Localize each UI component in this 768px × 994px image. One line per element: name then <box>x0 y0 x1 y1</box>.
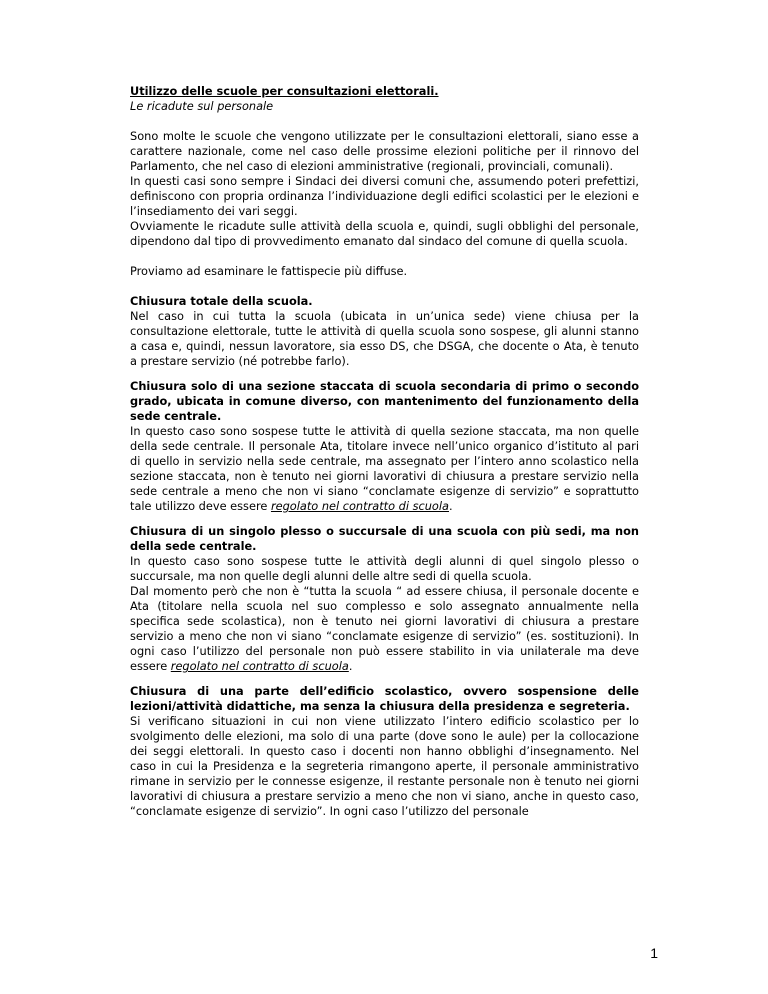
contract-link-1[interactable]: regolato nel contratto di scuola <box>270 499 449 513</box>
section-body-3b-text: Dal momento però che non è “tutta la scuola “ ad essere chiusa, il personale docente e Ata (titolare nella scuola nel suo complesso e solo assegnato annualmente nella specifica sede scolastica), non è tenuto nei giorni lavorativi di chiusura a prestare servizio a meno che non vi siano “conclamate esigenze di servizio” (es. sostituzioni). In ogni caso l’utilizzo del personale non può essere stabilito in via unilaterale ma deve essere <box>130 584 639 673</box>
intro-paragraph-2: In questi casi sono sempre i Sindaci dei diversi comuni che, assumendo poteri prefettizi, definiscono con propria ordinanza l’individuazione degli edifici scolastici per le elezioni e l’insediamento dei vari seggi. <box>130 174 639 218</box>
intro-paragraph-3: Ovviamente le ricadute sulle attività della scuola e, quindi, sugli obblighi del personale, dipendono dal tipo di provvedimento emanato dal sindaco del comune di quella scuola. <box>130 219 639 248</box>
section-heading-2: Chiusura solo di una sezione staccata di scuola secondaria di primo o secondo grado, ubicata in comune diverso, con mantenimento del funzionamento della sede centrale. <box>130 379 639 423</box>
section-body-2-text: In questo caso sono sospese tutte le attività di quella sezione staccata, ma non quelle della sede centrale. Il personale Ata, titolare invece nell’unico organico d’istituto al pari di quello in servizio nella sede centrale, ma assegnato per l’intero anno scolastico nella sezione staccata, non è tenuto nei giorni lavorativi di chiusura a prestare servizio nella sede centrale a meno che non vi siano “conclamate esigenze di servizio” e soprattutto tale utilizzo deve essere <box>130 424 639 513</box>
lead-paragraph: Proviamo ad esaminare le fattispecie più diffuse. <box>130 264 408 278</box>
section-body-1: Nel caso in cui tutta la scuola (ubicata in un’unica sede) viene chiusa per la consultazione elettorale, tutte le attività di quella scuola sono sospese, gli alunni stanno a casa e, quindi, nessun lavoratore, sia esso DS, che DSGA, che docente o Ata, è tenuto a prestare servizio (né potrebbe farlo). <box>130 309 639 368</box>
section-heading-1: Chiusura totale della scuola. <box>130 294 313 308</box>
section-body-3a: In questo caso sono sospese tutte le attività degli alunni di quel singolo plesso o succursale, ma non quelle degli alunni delle altre sedi di quella scuola. <box>130 554 639 583</box>
section-body-3b-end: . <box>348 659 353 673</box>
document-title: Utilizzo delle scuole per consultazioni elettorali. <box>130 84 439 98</box>
section-heading-4: Chiusura di una parte dell’edificio scolastico, ovvero sospensione delle lezioni/attività didattiche, ma senza la chiusura della presidenza e segreteria. <box>130 684 639 713</box>
section-body-3b <box>130 584 639 674</box>
section-body-4: Si verificano situazioni in cui non viene utilizzato l’intero edificio scolastico per lo svolgimento delle elezioni, ma solo di una parte (dove sono le aule) per la collocazione dei seggi elettorali. In questo caso i docenti non hanno obblighi d’insegnamento. Nel caso in cui la Presidenza e la segreteria rimangono aperte, il personale amministrativo rimane in servizio per le connesse esigenze, il restante personale non è tenuto nei giorni lavorativi di chiusura a prestare servizio a meno che non vi siano, anche in questo caso, “conclamate esigenze di servizio”. In ogni caso l’utilizzo del personale <box>130 714 639 818</box>
page-number: 1 <box>650 945 658 961</box>
document-body <box>130 84 639 819</box>
section-body-2 <box>130 424 639 514</box>
document-subtitle: Le ricadute sul personale <box>130 99 274 113</box>
section-body-2-end: . <box>448 499 453 513</box>
contract-link-2[interactable]: regolato nel contratto di scuola <box>170 659 349 673</box>
intro-paragraph-1: Sono molte le scuole che vengono utilizzate per le consultazioni elettorali, siano esse a carattere nazionale, come nel caso delle prossime elezioni politiche per il rinnovo del Parlamento, che nel caso di elezioni amministrative (regionali, provinciali, comunali). <box>130 129 639 173</box>
section-heading-3: Chiusura di un singolo plesso o succursale di una scuola con più sedi, ma non della sede centrale. <box>130 524 639 553</box>
